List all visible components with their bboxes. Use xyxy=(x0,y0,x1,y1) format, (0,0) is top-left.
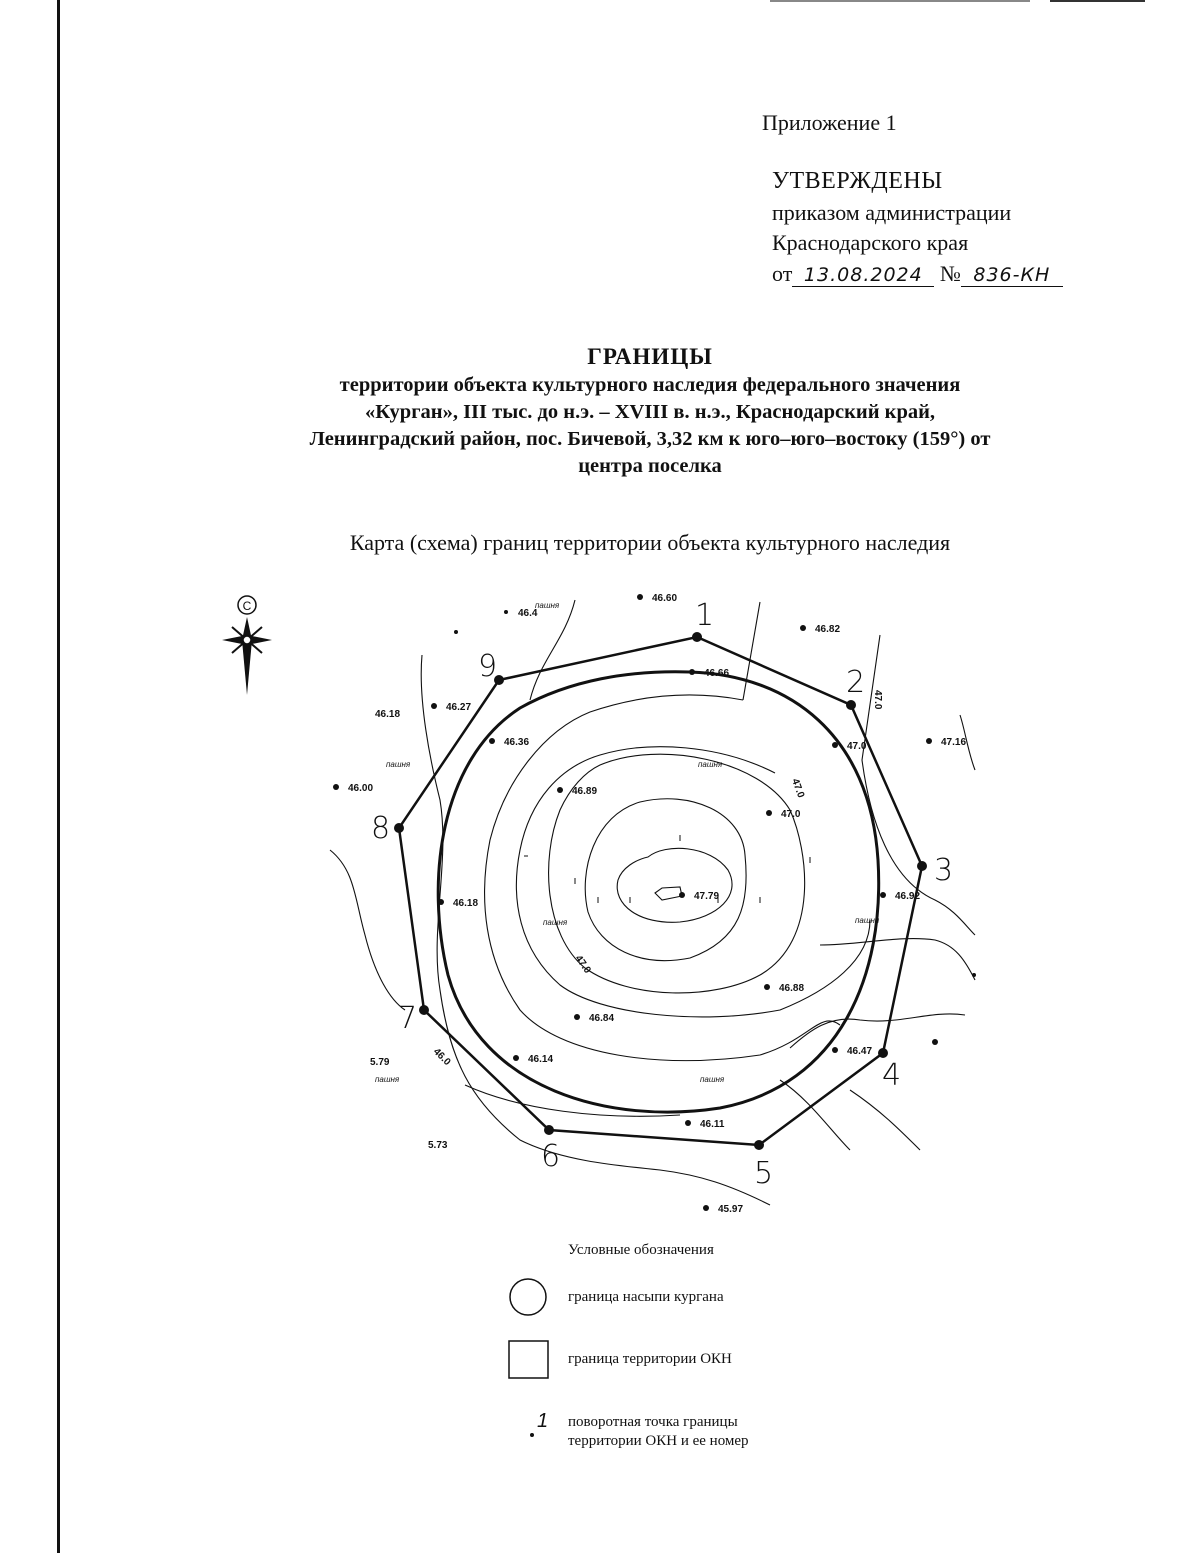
svg-text:47.0: 47.0 xyxy=(572,953,593,976)
svg-text:46.89: 46.89 xyxy=(572,786,598,797)
svg-text:пашня: пашня xyxy=(543,918,568,927)
svg-text:5.79: 5.79 xyxy=(370,1057,390,1068)
title-line-3: Ленинградский район, пос. Бичевой, 3,32 км к юго–юго–востоку (159°) от xyxy=(309,428,991,450)
svg-text:пашня: пашня xyxy=(386,760,411,769)
legend-okn-label: граница территории ОКН xyxy=(568,1351,732,1367)
svg-text:46.82: 46.82 xyxy=(815,624,841,635)
legend-square-icon xyxy=(509,1341,548,1378)
svg-text:1: 1 xyxy=(537,1410,549,1432)
turning-point-9: 9 xyxy=(478,649,498,684)
svg-text:пашня: пашня xyxy=(535,601,560,610)
svg-text:46.88: 46.88 xyxy=(779,983,805,994)
svg-text:46.60: 46.60 xyxy=(652,593,678,604)
turning-point-dots xyxy=(394,632,927,1150)
svg-text:пашня: пашня xyxy=(700,1075,725,1084)
title-line-4: центра поселка xyxy=(578,455,722,477)
svg-text:47.0: 47.0 xyxy=(789,777,807,800)
turning-point-8: 8 xyxy=(371,811,391,846)
turning-point-7: 7 xyxy=(398,1001,418,1036)
legend-point-number-icon xyxy=(530,1410,548,1437)
approved-label: УТВЕРЖДЕНЫ xyxy=(772,168,943,194)
date-handwritten: 13.08.2024 xyxy=(792,264,934,287)
legend-mound-label: граница насыпи кургана xyxy=(568,1289,724,1305)
svg-text:46.84: 46.84 xyxy=(589,1013,615,1024)
turning-point-labels xyxy=(371,598,953,1191)
svg-text:46.18: 46.18 xyxy=(453,898,479,909)
legend-circle-icon xyxy=(510,1279,546,1315)
svg-text:пашня: пашня xyxy=(375,1075,400,1084)
svg-text:46.27: 46.27 xyxy=(446,702,472,713)
legend-point-label-1: поворотная точка границы xyxy=(568,1414,738,1430)
turning-point-1: 1 xyxy=(695,598,715,633)
legend-title: Условные обозначения xyxy=(568,1242,714,1258)
north-symbol: С xyxy=(242,599,252,613)
svg-text:46.00: 46.00 xyxy=(348,783,374,794)
svg-text:46.47: 46.47 xyxy=(847,1046,873,1057)
svg-text:46.36: 46.36 xyxy=(504,737,530,748)
okn-boundary xyxy=(399,637,922,1145)
svg-text:46.14: 46.14 xyxy=(528,1054,554,1065)
turning-point-3: 3 xyxy=(934,853,954,888)
svg-text:47.16: 47.16 xyxy=(941,737,967,748)
approved-line-1: приказом администрации xyxy=(772,200,1012,225)
svg-text:46.4: 46.4 xyxy=(518,608,538,619)
appendix-label: Приложение 1 xyxy=(762,110,897,135)
turning-point-4: 4 xyxy=(882,1058,902,1093)
legend-point-label-2: территории ОКН и ее номер xyxy=(568,1433,749,1449)
title-line-2: «Курган», III тыс. до н.э. – XVIII в. н.э., Краснодарский край, xyxy=(364,401,936,423)
svg-text:пашня: пашня xyxy=(698,760,723,769)
approved-line-2: Краснодарского края xyxy=(772,230,969,255)
svg-text:47.79: 47.79 xyxy=(694,891,720,902)
svg-text:46.66: 46.66 xyxy=(704,668,730,679)
number-handwritten: 836-КН xyxy=(961,264,1063,287)
svg-text:пашня: пашня xyxy=(855,916,880,925)
svg-text:45.97: 45.97 xyxy=(718,1204,744,1215)
svg-text:46.0: 46.0 xyxy=(430,1046,453,1068)
svg-text:46.18: 46.18 xyxy=(375,709,401,720)
map-caption: Карта (схема) границ территории объекта культурного наследия xyxy=(349,530,951,555)
svg-text:5.73: 5.73 xyxy=(428,1140,448,1151)
turning-point-6: 6 xyxy=(541,1139,561,1174)
turning-point-5: 5 xyxy=(754,1156,774,1191)
svg-text:47.0: 47.0 xyxy=(872,690,883,710)
document-title: ГРАНИЦЫ xyxy=(587,344,713,369)
north-arrow-icon xyxy=(222,596,272,695)
svg-text:46.11: 46.11 xyxy=(700,1119,725,1130)
svg-text:47.0: 47.0 xyxy=(781,809,801,820)
svg-text:46.92: 46.92 xyxy=(895,891,921,902)
turning-point-2: 2 xyxy=(846,665,866,700)
number-prefix: № xyxy=(939,261,961,286)
date-prefix: от xyxy=(772,261,793,286)
svg-text:47.0: 47.0 xyxy=(847,741,867,752)
contour-ticks xyxy=(524,835,810,903)
title-line-1: территории объекта культурного наследия федерального значения xyxy=(339,374,961,396)
